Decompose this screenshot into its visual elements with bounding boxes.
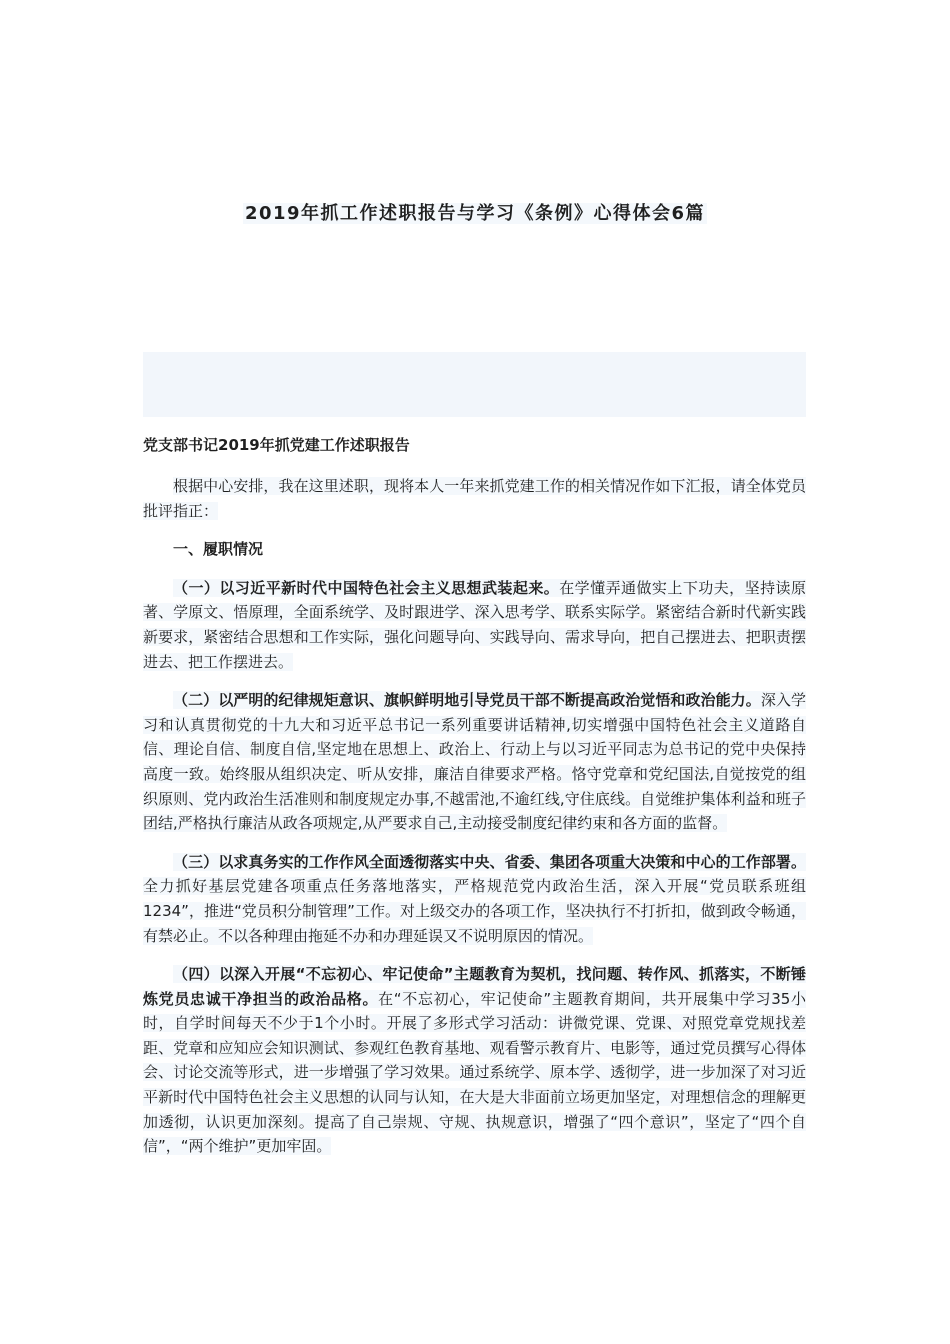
report-heading: 党支部书记2019年抓党建工作述职报告	[143, 436, 410, 454]
item-lead-3: （三）以求真务实的工作作风全面透彻落实中央、省委、集团各项重大决策和中心的工作部署。	[173, 852, 806, 871]
item-body-4: 在“不忘初心，牢记使命”主题教育期间，共开展集中学习35小时，自学时间每天不少于1个小时。开展了多形式学习活动：讲微党课、党课、对照党章党规找差距、党章和应知应会知识测试、参观红色教育基地、观看警示教育片、电影等，通过党员撰写心得体会、讨论交流等形式，进一步增强了学习效果。通过系统学、原本学、透彻学，进一步加深了对习近平新时代中国特色社会主义思想的认同与认知，在大是大非面前立场更加坚定，对理想信念的理解更加透彻，认识更加深刻。提高了自己崇规、守规、执规意识，增强了“四个意识”，坚定了“四个自信”，“两个维护”更加牢固。	[143, 989, 806, 1156]
shaded-placeholder-block	[143, 352, 806, 417]
item-body-2: 深入学习和认真贯彻党的十九大和习近平总书记一系列重要讲话精神,切实增强中国特色社会主义道路自信、理论自信、制度自信,坚定地在思想上、政治上、行动上与以习近平同志为总书记的党中央保持高度一致。始终服从组织决定、听从安排，廉洁自律要求严格。恪守党章和党纪国法,自觉按党的组织原则、党内政治生活准则和制度规定办事,不越雷池,不逾红线,守住底线。自觉维护集体利益和班子团结,严格执行廉洁从政各项规定,从严要求自己,主动接受制度纪律约束和各方面的监督。	[143, 691, 806, 833]
item-body-1: 在学懂弄通做实上下功夫，坚持读原著、学原文、悟原理，全面系统学、及时跟进学、深入思考学、联系实际学。紧密结合新时代新实践新要求，紧密结合思想和工作实际，强化问题导向、实践导向、需求导向，把自己摆进去、把职责摆进去、把工作摆进去。	[143, 578, 806, 671]
item-body-3: 全力抓好基层党建各项重点任务落地落实，严格规范党内政治生活，深入开展“党员联系班组1234”，推进“党员积分制管理”工作。对上级交办的各项工作，坚决执行不打折扣，做到政令畅通，有禁必止。不以各种理由拖延不办和办理延误又不说明原因的情况。	[143, 877, 806, 945]
item-paragraph-2	[143, 688, 806, 836]
item-lead-1: （一）以习近平新时代中国特色社会主义思想武装起来。	[173, 578, 560, 597]
intro-text: 根据中心安排，我在这里述职，现将本人一年来抓党建工作的相关情况作如下汇报，请全体党员批评指正：	[143, 477, 806, 520]
item-lead-4: （四）以深入开展“不忘初心、牢记使命”主题教育为契机，找问题、转作风、抓落实，不断锤炼党员忠诚干净担当的政治品格。	[143, 965, 806, 1008]
item-paragraph-1	[143, 576, 806, 674]
document-title	[0, 198, 950, 230]
item-paragraph-4	[143, 962, 806, 1159]
section-heading: 一、履职情况	[173, 540, 264, 559]
document-body	[143, 430, 806, 1173]
item-paragraph-3	[143, 850, 806, 948]
item-lead-2: （二）以严明的纪律规矩意识、旗帜鲜明地引导党员干部不断提高政治觉悟和政治能力。	[173, 691, 761, 710]
intro-paragraph	[143, 474, 806, 523]
document-title-text: 2019年抓工作述职报告与学习《条例》心得体会6篇	[244, 203, 706, 224]
